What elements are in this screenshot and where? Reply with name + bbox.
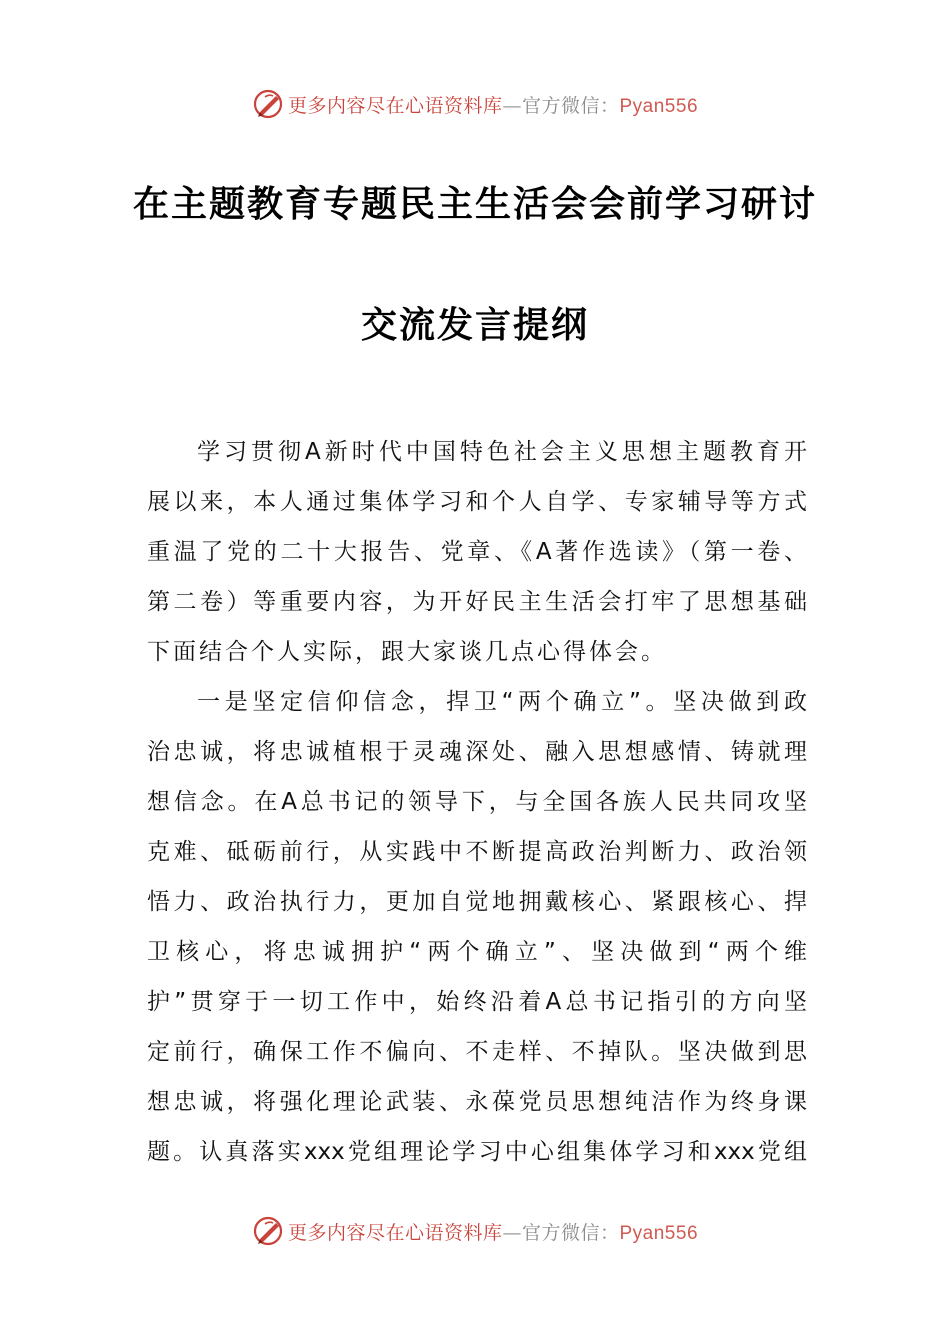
body-line: 想信念。在A总书记的领导下，与全国各族人民共同攻坚 bbox=[147, 789, 807, 815]
pen-logo-icon bbox=[252, 1214, 286, 1248]
watermark-text: 更多内容尽在心语资料库—官方微信：Pyan556 bbox=[287, 94, 699, 117]
document-body bbox=[147, 427, 807, 1177]
document-title-line-2: 交流发言提纲 bbox=[360, 305, 589, 346]
body-line: 护”贯穿于一切工作中，始终沿着A总书记指引的方向坚 bbox=[147, 989, 807, 1015]
body-line: 治忠诚，将忠诚植根于灵魂深处、融入思想感情、铸就理 bbox=[147, 739, 807, 765]
body-line: 下面结合个人实际，跟大家谈几点心得体会。 bbox=[147, 639, 667, 665]
body-line: 克难、砥砺前行，从实践中不断提高政治判断力、政治领 bbox=[147, 839, 807, 865]
body-line: 重温了党的二十大报告、党章、《A著作选读》（第一卷、 bbox=[147, 539, 807, 565]
body-line: 展以来，本人通过集体学习和个人自学、专家辅导等方式 bbox=[147, 489, 807, 515]
body-line: 悟力、政治执行力，更加自觉地拥戴核心、紧跟核心、捍 bbox=[147, 889, 807, 915]
watermark-text: 更多内容尽在心语资料库—官方微信：Pyan556 bbox=[287, 1221, 699, 1244]
body-line: 学习贯彻A新时代中国特色社会主义思想主题教育开 bbox=[197, 439, 807, 465]
document-title-line-1: 在主题教育专题民主生活会会前学习研讨 bbox=[132, 184, 817, 225]
pen-logo-icon bbox=[252, 87, 286, 121]
header-watermark bbox=[0, 84, 950, 124]
body-line: 题。认真落实xxx党组理论学习中心组集体学习和xxx党组 bbox=[147, 1139, 807, 1165]
body-line: 想忠诚，将强化理论武装、永葆党员思想纯洁作为终身课 bbox=[147, 1089, 807, 1115]
body-line: 第二卷）等重要内容，为开好民主生活会打牢了思想基础 bbox=[147, 589, 807, 615]
body-line: 定前行，确保工作不偏向、不走样、不掉队。坚决做到思 bbox=[147, 1039, 807, 1065]
body-line: 一是坚定信仰信念，捍卫“两个确立”。坚决做到政 bbox=[197, 689, 807, 715]
footer-watermark bbox=[0, 1211, 950, 1251]
body-line: 卫核心，将忠诚拥护“两个确立”、坚决做到“两个维 bbox=[147, 939, 807, 965]
